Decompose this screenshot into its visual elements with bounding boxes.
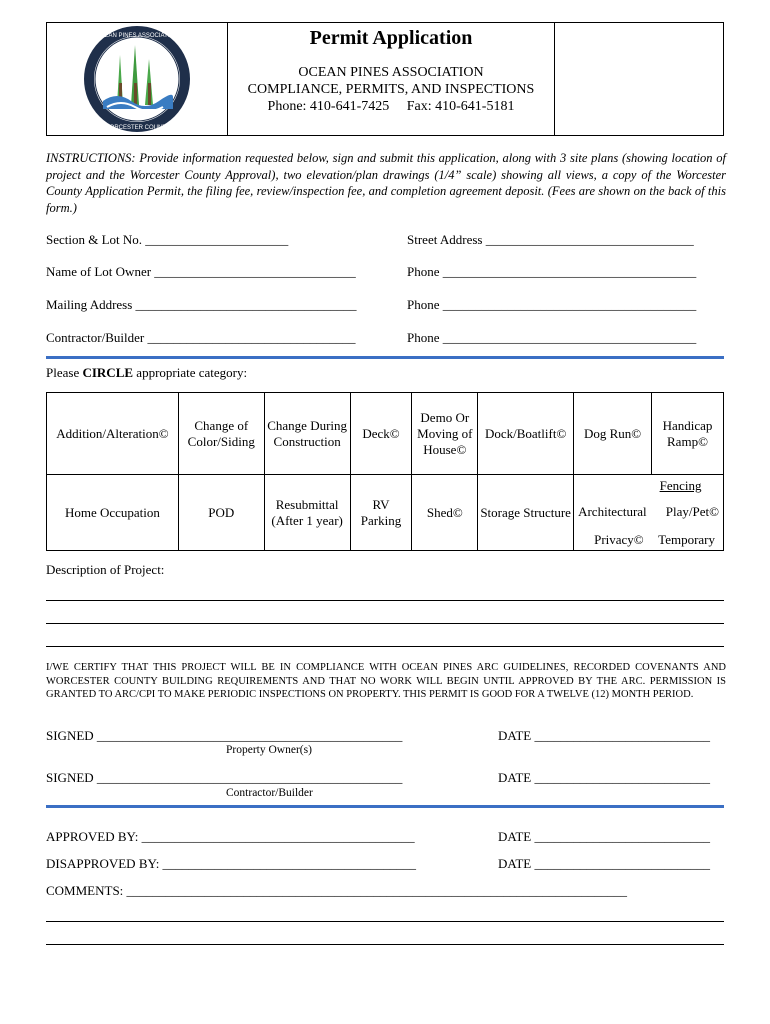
category-dock-boatlift[interactable]: Dock/Boatlift© [478, 393, 574, 475]
category-table [46, 392, 724, 551]
phone-field-2[interactable]: Phone _______________________________________ [407, 297, 697, 312]
description-line-1[interactable] [46, 600, 724, 601]
contractor-signature-field[interactable]: SIGNED _______________________________________________ [46, 770, 403, 785]
contractor-caption: Contractor/Builder [226, 787, 313, 799]
header-box [46, 22, 724, 136]
description-line-2[interactable] [46, 623, 724, 624]
association-logo [47, 23, 227, 135]
category-change-of-color[interactable]: Change of Color/Siding [178, 393, 264, 475]
category-change-during-construction[interactable]: Change During Construction [264, 393, 350, 475]
description-label: Description of Project: [46, 562, 165, 577]
page-title: Permit Application [309, 27, 473, 49]
fencing-play-pet[interactable]: Play/Pet© [665, 503, 719, 519]
logo-cell [47, 23, 228, 135]
fencing-architectural[interactable]: Architectural [578, 503, 647, 519]
owner-signature-field[interactable]: SIGNED _______________________________________________ [46, 728, 403, 743]
org-name: OCEAN PINES ASSOCIATION [298, 65, 484, 80]
office-use-cell [554, 23, 723, 135]
contact-info: Phone: 410-641-7425 Fax: 410-641-5181 [267, 99, 515, 114]
fencing-temporary[interactable]: Temporary [658, 531, 715, 547]
category-prompt: Please CIRCLE appropriate category: [46, 365, 248, 380]
fencing-title: Fencing [659, 477, 702, 493]
svg-text:WORCESTER COUNTY: WORCESTER COUNTY [104, 125, 170, 131]
comments-line-1[interactable] [46, 921, 724, 922]
category-dog-run[interactable]: Dog Run© [574, 393, 652, 475]
approved-by-field[interactable]: APPROVED BY: __________________________________________ [46, 829, 415, 844]
contractor-date-field[interactable]: DATE ___________________________ [498, 770, 710, 785]
category-demo-moving[interactable]: Demo Or Moving of House© [412, 393, 478, 475]
comments-line-2[interactable] [46, 944, 724, 945]
mailing-address-field[interactable]: Mailing Address __________________________________ [46, 297, 357, 312]
category-deck[interactable]: Deck© [350, 393, 412, 475]
street-address-field[interactable]: Street Address ________________________________ [407, 232, 694, 247]
owner-date-field[interactable]: DATE ___________________________ [498, 728, 710, 743]
contractor-field[interactable]: Contractor/Builder ________________________________ [46, 330, 356, 345]
instructions: INSTRUCTIONS: Provide information requested below, sign and submit this application, along with 3 site plans (showing location of project and the Worcester County Approval), two elevation/plan drawings (1/4” scale) showing all views, a copy of the Worcester County Application Permit, the filing fee, review/inspection fee, and completion agreement deposit. (Fees are shown on the back of this form.) [46, 151, 726, 215]
description-line-3[interactable] [46, 646, 724, 647]
phone-field-3[interactable]: Phone _______________________________________ [407, 330, 697, 345]
approved-date-field[interactable]: DATE ___________________________ [498, 829, 710, 844]
category-fencing[interactable] [574, 475, 724, 551]
category-handicap-ramp[interactable]: Handicap Ramp© [651, 393, 723, 475]
logo-lettering: OCEAN PINES ASSOCIATION [95, 33, 179, 39]
disapproved-date-field[interactable]: DATE ___________________________ [498, 856, 710, 871]
comments-field[interactable]: COMMENTS: _____________________________________________________________________________ [46, 883, 628, 898]
category-pod[interactable]: POD [178, 475, 264, 551]
lot-owner-field[interactable]: Name of Lot Owner _______________________________ [46, 264, 356, 279]
disapproved-by-field[interactable]: DISAPPROVED BY: _______________________________________ [46, 856, 417, 871]
certification-text: I/WE CERTIFY THAT THIS PROJECT WILL BE IN COMPLIANCE WITH OCEAN PINES ARC GUIDELINES, RECORDED COVENANTS AND WORCESTER COUNTY BUILDING REQUIREMENTS AND THAT NO WORK WILL BEGIN UNTIL APPROVED BY THE ARC. PERMISSION IS GRANTED TO ARC/CPI TO MAKE PERIODIC INSPECTIONS ON PROPERTY. THIS PERMIT IS GOOD FOR A TWELVE (12) MONTH PERIOD. [46, 662, 726, 700]
category-storage-structure[interactable]: Storage Structure [478, 475, 574, 551]
phone-field-1[interactable]: Phone _______________________________________ [407, 264, 697, 279]
owner-caption: Property Owner(s) [226, 744, 312, 756]
category-resubmittal[interactable]: Resubmittal (After 1 year) [264, 475, 350, 551]
divider [46, 805, 724, 808]
category-addition-alteration[interactable]: Addition/Alteration© [47, 393, 179, 475]
header-title-cell [227, 23, 555, 135]
category-home-occupation[interactable]: Home Occupation [47, 475, 179, 551]
dept-name: COMPLIANCE, PERMITS, AND INSPECTIONS [247, 82, 535, 97]
category-shed[interactable]: Shed© [412, 475, 478, 551]
fencing-privacy[interactable]: Privacy© [594, 531, 644, 547]
section-lot-field[interactable]: Section & Lot No. ______________________ [46, 232, 289, 247]
category-rv-parking[interactable]: RV Parking [350, 475, 412, 551]
divider [46, 356, 724, 359]
